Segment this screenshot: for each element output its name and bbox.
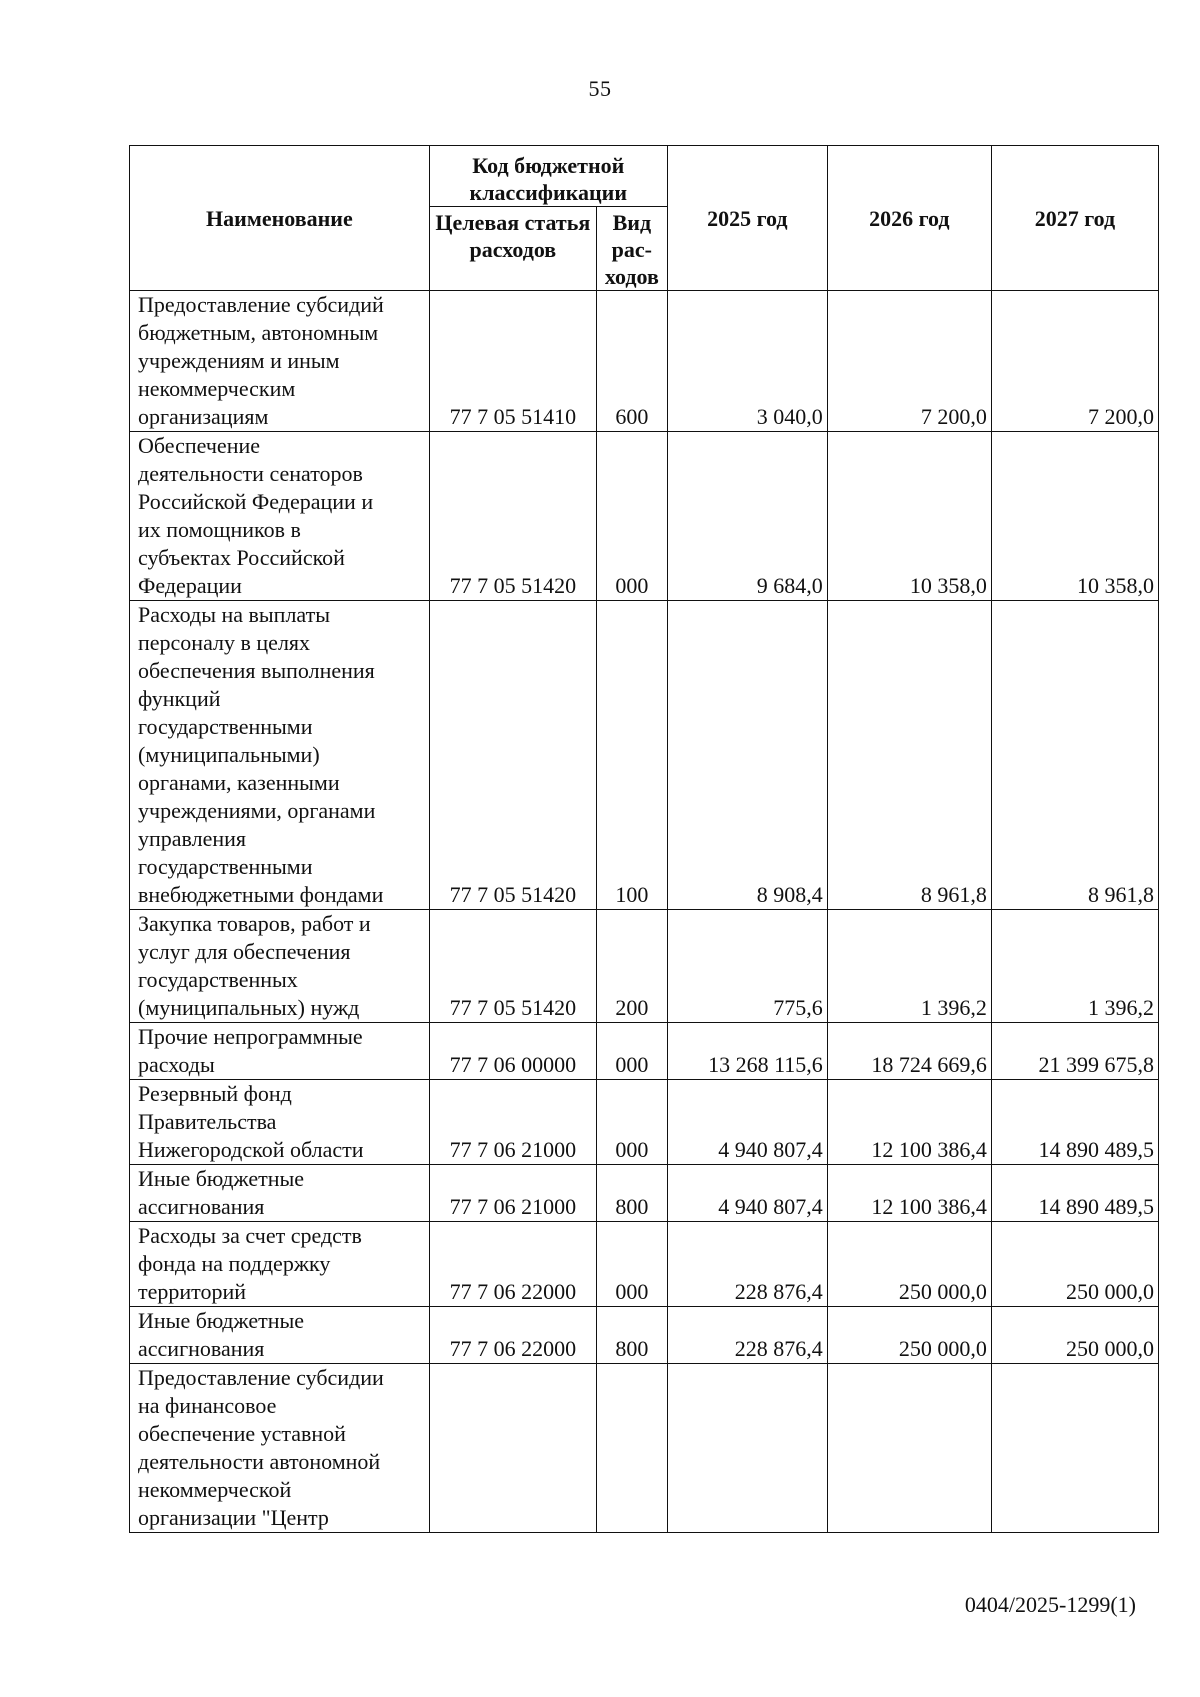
row-name: Иные бюджетные ассигнования	[130, 1307, 430, 1364]
row-2026	[827, 1364, 991, 1533]
row-2026: 1 396,2	[827, 910, 991, 1023]
table-row	[130, 1307, 1159, 1364]
header-target: Целевая статья расходов	[429, 207, 596, 291]
row-name: Прочие непрограммные расходы	[130, 1023, 430, 1080]
row-2025: 775,6	[667, 910, 827, 1023]
row-kind: 000	[596, 1080, 667, 1165]
header-kind: Вид рас-ходов	[596, 207, 667, 291]
row-name: Расходы за счет средств фонда на поддержку территорий	[130, 1222, 430, 1307]
row-code: 77 7 05 51420	[429, 432, 596, 601]
row-code: 77 7 05 51410	[429, 291, 596, 432]
table-row	[130, 432, 1159, 601]
row-2025: 228 876,4	[667, 1307, 827, 1364]
header-2026: 2026 год	[827, 146, 991, 291]
table-row	[130, 1165, 1159, 1222]
table-row	[130, 1023, 1159, 1080]
header-row-1	[130, 146, 1159, 207]
document-id: 0404/2025-1299(1)	[964, 1592, 1136, 1617]
row-2027: 8 961,8	[991, 601, 1158, 910]
row-code: 77 7 06 00000	[429, 1023, 596, 1080]
table-row	[130, 291, 1159, 432]
row-2026: 8 961,8	[827, 601, 991, 910]
row-2027: 1 396,2	[991, 910, 1158, 1023]
row-2027: 7 200,0	[991, 291, 1158, 432]
row-code	[429, 1364, 596, 1533]
row-2025	[667, 1364, 827, 1533]
row-2026: 250 000,0	[827, 1307, 991, 1364]
page-number: 55	[588, 76, 612, 101]
row-name: Закупка товаров, работ и услуг для обеспечения государственных (муниципальных) нужд	[130, 910, 430, 1023]
row-2025: 9 684,0	[667, 432, 827, 601]
row-code: 77 7 06 22000	[429, 1307, 596, 1364]
header-name: Наименование	[130, 146, 430, 291]
row-name: Обеспечение деятельности сенаторов Российской Федерации и их помощников в субъектах Российской Федерации	[130, 432, 430, 601]
table-row	[130, 1222, 1159, 1307]
row-2027: 250 000,0	[991, 1222, 1158, 1307]
table-body	[130, 291, 1159, 1533]
row-kind: 000	[596, 1222, 667, 1307]
row-2027	[991, 1364, 1158, 1533]
row-kind: 600	[596, 291, 667, 432]
row-2025: 4 940 807,4	[667, 1080, 827, 1165]
row-name: Предоставление субсидий бюджетным, автономным учреждениям и иным некоммерческим организациям	[130, 291, 430, 432]
row-code: 77 7 06 21000	[429, 1165, 596, 1222]
row-2026: 12 100 386,4	[827, 1165, 991, 1222]
row-kind: 000	[596, 1023, 667, 1080]
row-kind: 800	[596, 1165, 667, 1222]
table-row	[130, 910, 1159, 1023]
row-2026: 250 000,0	[827, 1222, 991, 1307]
row-name: Иные бюджетные ассигнования	[130, 1165, 430, 1222]
budget-table	[129, 145, 1159, 1533]
table-row	[130, 601, 1159, 910]
table-row	[130, 1364, 1159, 1533]
row-2025: 3 040,0	[667, 291, 827, 432]
table-row	[130, 1080, 1159, 1165]
row-kind: 000	[596, 432, 667, 601]
row-2026: 10 358,0	[827, 432, 991, 601]
header-2027: 2027 год	[991, 146, 1158, 291]
row-name: Предоставление субсидии на финансовое обеспечение уставной деятельности автономной некоммерческой организации "Центр	[130, 1364, 430, 1533]
header-2025: 2025 год	[667, 146, 827, 291]
row-code: 77 7 05 51420	[429, 910, 596, 1023]
row-kind: 200	[596, 910, 667, 1023]
row-2025: 8 908,4	[667, 601, 827, 910]
row-2025: 13 268 115,6	[667, 1023, 827, 1080]
row-2026: 18 724 669,6	[827, 1023, 991, 1080]
header-code-group: Код бюджетной классификации	[429, 146, 667, 207]
row-2026: 12 100 386,4	[827, 1080, 991, 1165]
row-code: 77 7 06 22000	[429, 1222, 596, 1307]
row-name: Резервный фонд Правительства Нижегородской области	[130, 1080, 430, 1165]
row-code: 77 7 05 51420	[429, 601, 596, 910]
row-name: Расходы на выплаты персоналу в целях обеспечения выполнения функций государственными (муниципальными) органами, казенными учреждениями, органами управления государственными внебюджетными фондами	[130, 601, 430, 910]
row-2027: 14 890 489,5	[991, 1080, 1158, 1165]
row-code: 77 7 06 21000	[429, 1080, 596, 1165]
row-2027: 21 399 675,8	[991, 1023, 1158, 1080]
row-2026: 7 200,0	[827, 291, 991, 432]
row-kind	[596, 1364, 667, 1533]
row-kind: 100	[596, 601, 667, 910]
row-2027: 250 000,0	[991, 1307, 1158, 1364]
row-2025: 228 876,4	[667, 1222, 827, 1307]
row-2027: 14 890 489,5	[991, 1165, 1158, 1222]
row-2025: 4 940 807,4	[667, 1165, 827, 1222]
row-kind: 800	[596, 1307, 667, 1364]
row-2027: 10 358,0	[991, 432, 1158, 601]
